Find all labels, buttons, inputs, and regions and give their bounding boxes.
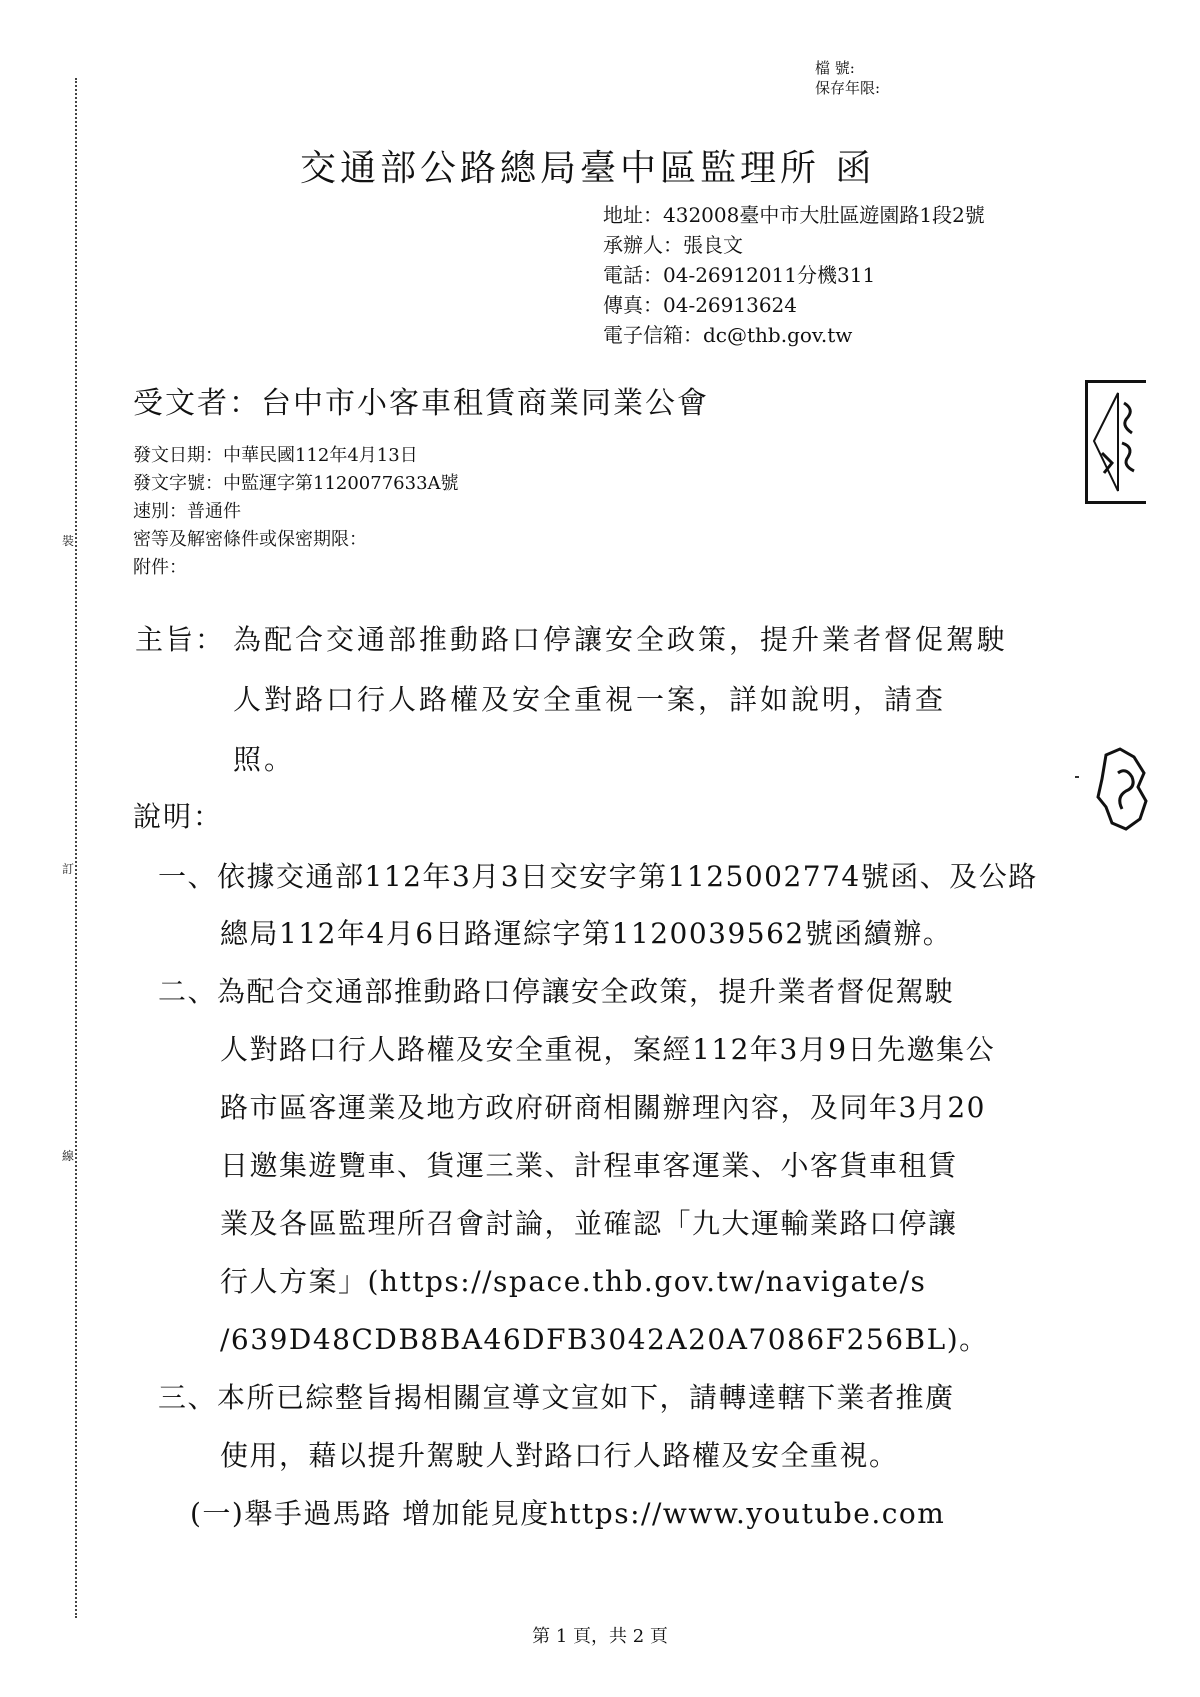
archive-info bbox=[815, 58, 880, 98]
binding-mark-zhuang: 裝 bbox=[62, 530, 74, 551]
document-number: 發文字號：中監運字第1120077633A號 bbox=[133, 473, 459, 494]
explanation-item-2-line: 業及各區監理所召會討論，並確認「九大運輸業路口停讓 bbox=[220, 1207, 958, 1240]
document-meta bbox=[133, 442, 459, 582]
binding-mark-xian: 線 bbox=[62, 1145, 74, 1166]
binding-mark-ding: 訂 bbox=[62, 858, 74, 879]
phone: 電話：04-26912011分機311 bbox=[603, 263, 876, 287]
subject-line: 為配合交通部推動路口停讓安全政策，提升業者督促駕駛 bbox=[233, 623, 1009, 656]
explanation-item-2-line: 行人方案」(https://space.thb.gov.tw/navigate/s bbox=[220, 1265, 927, 1298]
subject-label: 主旨： bbox=[135, 623, 226, 656]
subject-line: 人對路口行人路權及安全重視一案，詳如說明，請查 bbox=[233, 683, 947, 716]
perforation-seal-stamp bbox=[1096, 745, 1150, 835]
issue-date: 發文日期：中華民國112年4月13日 bbox=[133, 445, 418, 466]
scan-mark bbox=[1075, 776, 1079, 778]
explanation-item-2-line: 二、為配合交通部推動路口停讓安全政策，提升業者督促駕駛 bbox=[158, 975, 955, 1008]
document-title: 交通部公路總局臺中區監理所 函 bbox=[300, 148, 876, 189]
explanation-item-2-line: 日邀集遊覽車、貨運三業、計程車客運業、小客貨車租賃 bbox=[220, 1149, 958, 1182]
explanation-item-3-line: 三、本所已綜整旨揭相關宣導文宣如下，請轉達轄下業者推廣 bbox=[158, 1381, 955, 1414]
explanation-item-3-line: 使用，藉以提升駕駛人對路口行人路權及安全重視。 bbox=[220, 1439, 899, 1472]
retention-period-label: 保存年限: bbox=[815, 79, 881, 97]
security-level: 密等及解密條件或保密期限： bbox=[133, 529, 367, 550]
explanation-item-1-line: 一、依據交通部112年3月3日交安字第1125002774號函、及公路 bbox=[158, 860, 1038, 893]
explanation-label: 說明： bbox=[133, 800, 224, 833]
explanation-item-1-line: 總局112年4月6日路運綜字第1120039562號函續辦。 bbox=[220, 917, 953, 950]
explanation-item-2-line: 路市區客運業及地方政府研商相關辦理內容，及同年3月20 bbox=[220, 1091, 986, 1124]
explanation-item-2-line: /639D48CDB8BA46DFB3042A20A7086F256BL)。 bbox=[220, 1323, 989, 1356]
subject-line: 照。 bbox=[233, 743, 296, 776]
file-number-label: 檔 號: bbox=[815, 59, 855, 77]
address: 地址：432008臺中市大肚區遊園路1段2號 bbox=[603, 203, 985, 227]
urgency: 速別：普通件 bbox=[133, 501, 241, 522]
email: 電子信箱：dc@thb.gov.tw bbox=[603, 323, 853, 347]
contact-block bbox=[603, 200, 985, 350]
explanation-item-2-line: 人對路口行人路權及安全重視，案經112年3月9日先邀集公 bbox=[220, 1033, 996, 1066]
binding-margin-line bbox=[75, 78, 77, 1618]
fax: 傳真：04-26913624 bbox=[603, 293, 798, 317]
explanation-item-3-subitem: (一)舉手過馬路 增加能見度https://www.youtube.com bbox=[190, 1497, 946, 1530]
attachment: 附件： bbox=[133, 557, 187, 578]
handler: 承辦人：張良文 bbox=[603, 233, 743, 257]
recipient: 受文者：台中市小客車租賃商業同業公會 bbox=[133, 386, 709, 421]
electronic-seal-stamp bbox=[1085, 380, 1146, 504]
page-footer: 第 1 頁，共 2 頁 bbox=[532, 1626, 668, 1647]
